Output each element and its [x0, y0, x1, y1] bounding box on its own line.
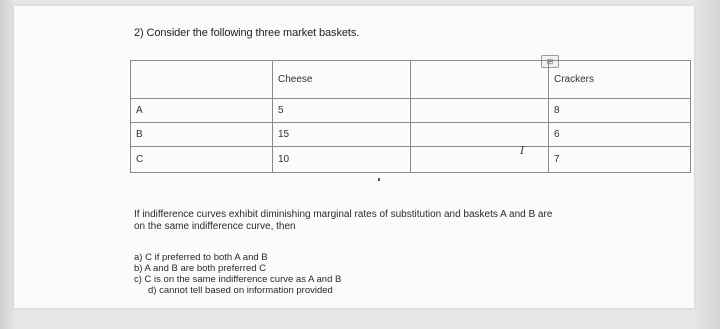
option-d[interactable]: d) cannot tell based on information provided	[148, 285, 333, 296]
basket-label: B	[131, 123, 273, 147]
crackers-value: 6	[549, 123, 691, 147]
market-baskets-table	[130, 60, 691, 173]
answer-options	[134, 252, 341, 296]
option-c[interactable]: c) C is on the same indifference curve as A and B	[134, 274, 342, 285]
basket-label: C	[131, 147, 273, 173]
option-a[interactable]: a) C if preferred to both A and B	[134, 252, 268, 263]
crackers-value: 8	[549, 99, 691, 123]
expand-icon[interactable]: ⊞	[541, 55, 559, 68]
header-basket	[131, 61, 273, 99]
question-title: 2) Consider the following three market baskets.	[134, 27, 360, 39]
cheese-value: 10	[273, 147, 411, 173]
table-row	[131, 99, 691, 123]
cheese-value: 5	[273, 99, 411, 123]
question-prompt: If indifference curves exhibit diminishing marginal rates of substitution and baskets A and B are on the same indifference curve, then	[134, 209, 553, 232]
crackers-value: 7	[549, 147, 691, 173]
stray-mark	[378, 178, 380, 181]
option-b[interactable]: b) A and B are both preferred C	[134, 263, 267, 274]
cheese-value: 15	[273, 123, 411, 147]
basket-label: A	[131, 99, 273, 123]
empty-cell	[411, 147, 549, 173]
background-edge-right	[694, 0, 720, 329]
table-row	[131, 123, 691, 147]
text-cursor-icon: I	[520, 144, 525, 157]
header-empty	[411, 61, 549, 99]
table-row	[131, 147, 691, 173]
header-cheese: Cheese	[273, 61, 411, 99]
empty-cell	[411, 123, 549, 147]
empty-cell	[411, 99, 549, 123]
table-header-row	[131, 61, 691, 99]
background-edge-left	[0, 0, 14, 329]
header-crackers: Crackers	[549, 61, 691, 99]
